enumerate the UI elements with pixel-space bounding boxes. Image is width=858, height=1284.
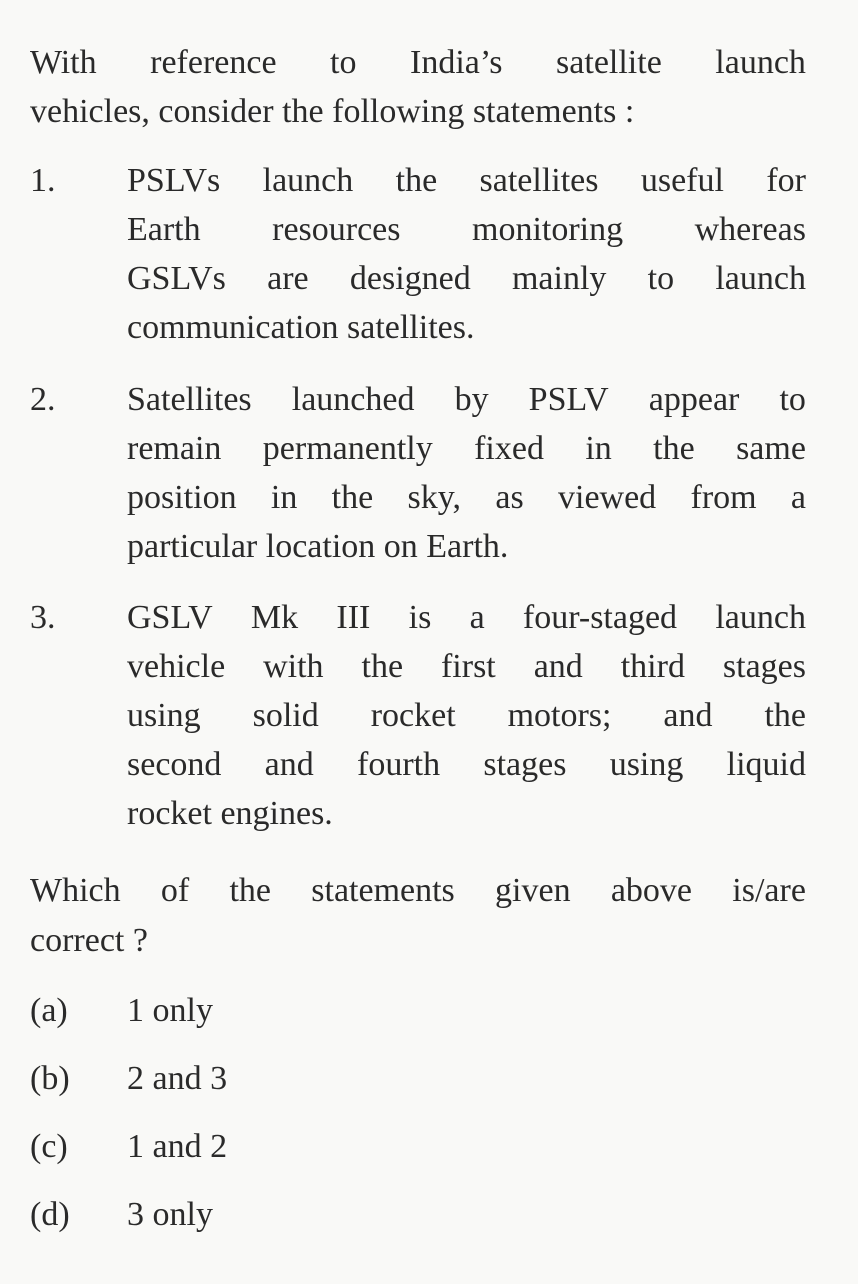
word: above: [610, 872, 693, 909]
statement-text: [127, 156, 806, 352]
word: reference: [150, 44, 277, 81]
word: satellite: [556, 44, 662, 81]
word: position: [127, 479, 237, 516]
statement-line: [127, 691, 806, 740]
word: launch: [715, 599, 806, 636]
word: and: [264, 746, 314, 783]
word: remain: [127, 430, 222, 467]
statement-text: [127, 375, 806, 571]
word: to: [647, 260, 675, 297]
word: resources: [272, 211, 401, 248]
word: viewed: [558, 479, 657, 516]
word: Mk: [250, 599, 299, 636]
statement-line-text: communication satellites.: [127, 309, 475, 346]
word: the: [653, 430, 695, 467]
word: second: [127, 746, 222, 783]
statement-line: [127, 254, 806, 303]
word: useful: [640, 162, 724, 199]
word: is/are: [732, 872, 806, 909]
word: GSLV: [127, 599, 213, 636]
word: from: [690, 479, 757, 516]
word: sky,: [407, 479, 462, 516]
statement-line: [127, 205, 806, 254]
word: with: [263, 648, 324, 685]
word: same: [736, 430, 806, 467]
option-text: 3 only: [127, 1196, 213, 1233]
word: launch: [262, 162, 354, 199]
word: the: [764, 697, 806, 734]
word: a: [790, 479, 806, 516]
option-label: (d): [30, 1196, 70, 1233]
statement-text: [127, 593, 806, 838]
option-label: (a): [30, 992, 68, 1029]
option-text: 1 and 2: [127, 1128, 228, 1165]
word: are: [267, 260, 309, 297]
word: as: [495, 479, 524, 516]
word: liquid: [726, 746, 806, 783]
option-label: (c): [30, 1128, 68, 1165]
word: PSLVs: [127, 162, 221, 199]
option-text: 2 and 3: [127, 1060, 228, 1097]
word: launch: [715, 260, 806, 297]
word: to: [779, 381, 806, 418]
word: using: [127, 697, 201, 734]
word: the: [361, 648, 404, 685]
word: monitoring: [472, 211, 624, 248]
word: satellites: [479, 162, 599, 199]
word: and: [533, 648, 583, 685]
statement-line: [127, 593, 806, 642]
word: for: [766, 162, 806, 199]
statement-line: [127, 522, 806, 571]
statement-line: [127, 473, 806, 522]
question-line-1: [30, 866, 806, 916]
word: vehicle: [127, 648, 226, 685]
word: given: [495, 872, 571, 909]
question-prompt: [30, 866, 806, 966]
question-line-2: [30, 916, 806, 966]
word: in: [585, 430, 612, 467]
word: by: [454, 381, 489, 418]
word: fixed: [474, 430, 544, 467]
word: fourth: [357, 746, 441, 783]
statement-line: [127, 424, 806, 473]
word: the: [331, 479, 374, 516]
option-label: (b): [30, 1060, 70, 1097]
word: India’s: [410, 44, 503, 81]
question-intro: [30, 38, 806, 136]
word: solid: [252, 697, 319, 734]
question-line-2-text: correct ?: [30, 922, 148, 959]
statement-line: [127, 156, 806, 205]
word: of: [160, 872, 190, 909]
word: statements: [311, 872, 455, 909]
word: With: [30, 44, 97, 81]
word: launched: [291, 381, 415, 418]
word: permanently: [262, 430, 433, 467]
word: rocket: [370, 697, 456, 734]
word: third: [620, 648, 685, 685]
statement-number: 2.: [30, 381, 56, 418]
word: four-staged: [522, 599, 678, 636]
statement-number: 1.: [30, 162, 56, 199]
word: is: [408, 599, 432, 636]
intro-line-1: [30, 38, 806, 87]
word: the: [395, 162, 438, 199]
statement-line: [127, 789, 806, 838]
word: the: [229, 872, 272, 909]
word: stages: [483, 746, 567, 783]
word: PSLV: [528, 381, 609, 418]
statement-line: [127, 642, 806, 691]
statement-line-text: particular location on Earth.: [127, 528, 509, 565]
word: Earth: [127, 211, 201, 248]
statement-number: 3.: [30, 599, 56, 636]
word: in: [270, 479, 298, 516]
word: to: [330, 44, 357, 81]
word: appear: [648, 381, 740, 418]
word: using: [609, 746, 684, 783]
word: Satellites: [127, 381, 252, 418]
statement-line: [127, 740, 806, 789]
intro-line-2-text: vehicles, consider the following statements :: [30, 93, 635, 130]
word: III: [336, 599, 371, 636]
word: first: [440, 648, 496, 685]
word: GSLVs: [127, 260, 226, 297]
word: a: [469, 599, 485, 636]
word: launch: [715, 44, 806, 81]
word: mainly: [511, 260, 607, 297]
statement-line: [127, 375, 806, 424]
word: motors;: [507, 697, 612, 734]
word: Which: [30, 872, 121, 909]
statement-line-text: rocket engines.: [127, 795, 333, 832]
word: designed: [349, 260, 471, 297]
statement-line: [127, 303, 806, 352]
word: stages: [722, 648, 806, 685]
intro-line-2: [30, 87, 806, 136]
option-text: 1 only: [127, 992, 213, 1029]
word: whereas: [694, 211, 806, 248]
word: and: [663, 697, 713, 734]
